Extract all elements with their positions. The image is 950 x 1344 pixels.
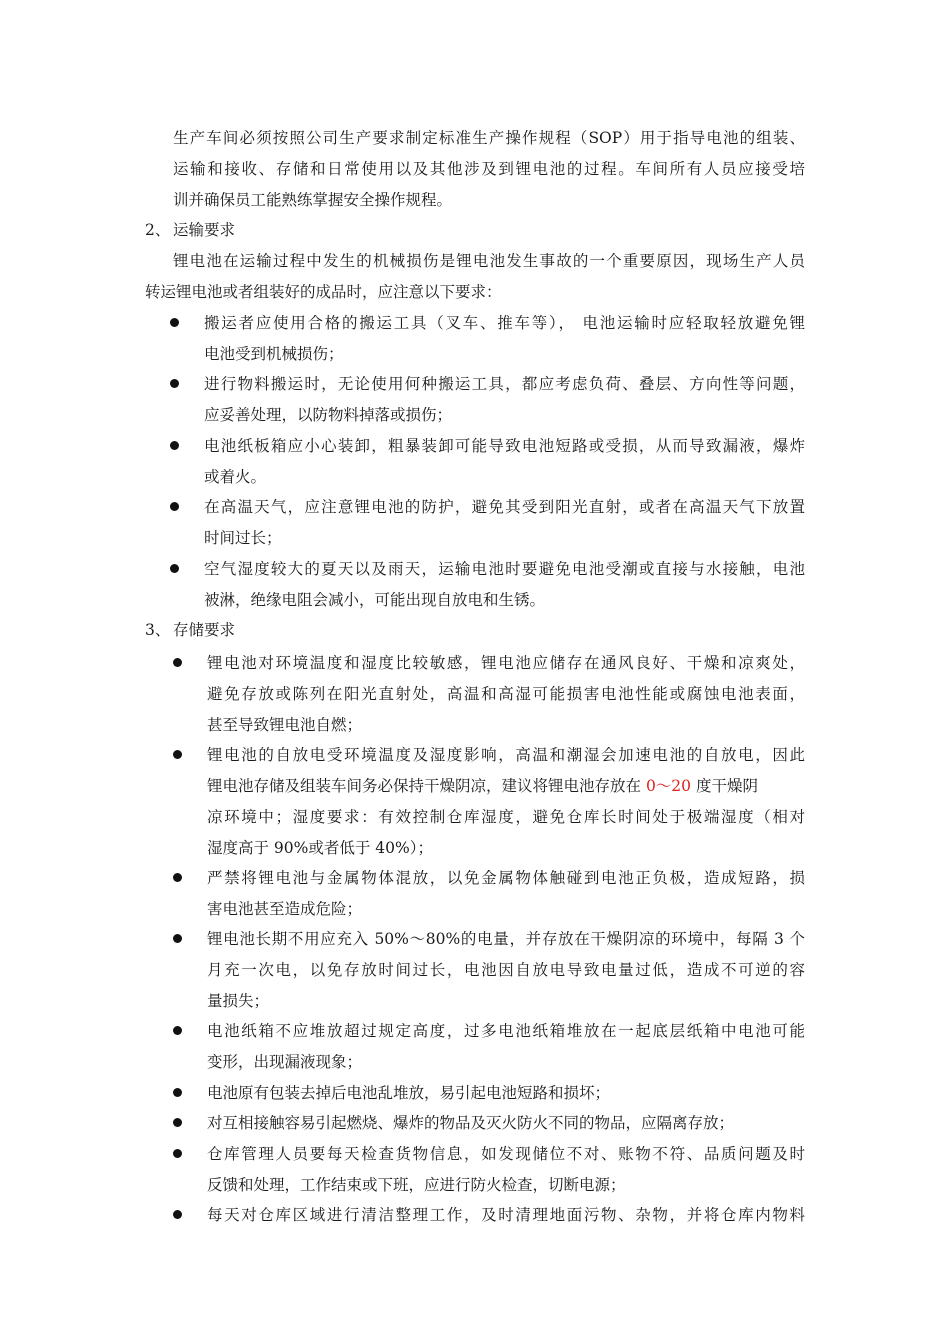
s3-item-8-line-1: 仓库管理人员要每天检查货物信息，如发现储位不对、账物不符、品质问题及时 [207,1145,805,1163]
bullet-icon [173,1149,182,1158]
intro-line-1: 生产车间必须按照公司生产要求制定标准生产操作规程（SOP）用于指导电池的组装、 [173,129,805,147]
s2-item-4-line-1: 在高温天气，应注意锂电池的防护，避免其受到阳光直射，或者在高温天气下放置 [204,498,805,516]
bullet-icon [173,1088,182,1097]
s3-item-2-line-2 [207,776,758,796]
s3-item-2-line-3: 凉环境中；湿度要求：有效控制仓库湿度，避免仓库长时间处于极端湿度（相对 [207,808,805,826]
bullet-icon [173,658,182,667]
s2-item-5-line-2: 被淋，绝缘电阻会减小，可能出现自放电和生锈。 [204,591,546,609]
s2-item-3-line-1: 电池纸板箱应小心装卸，粗暴装卸可能导致电池短路或受损，从而导致漏液，爆炸 [204,437,805,455]
s3-item-2-line-2-before: 锂电池存储及组装车间务必保持干燥阴凉，建议将锂电池存放在 [207,777,646,795]
s3-item-6-line-1: 电池原有包装去掉后电池乱堆放，易引起电池短路和损坏； [207,1084,611,1102]
intro-line-2: 运输和接收、存储和日常使用以及其他涉及到锂电池的过程。车间所有人员应接受培 [173,160,805,178]
s2-item-3-line-2: 或着火。 [204,468,267,486]
s2-item-1-line-1: 搬运者应使用合格的搬运工具（叉车、推车等）， 电池运输时应轻取轻放避免锂 [204,314,805,332]
bullet-icon [173,1210,182,1219]
s3-item-5-line-1: 电池纸箱不应堆放超过规定高度，过多电池纸箱堆放在一起底层纸箱中电池可能 [207,1022,805,1040]
s3-item-4-line-2: 月充一次电，以免存放时间过长，电池因自放电导致电量过低，造成不可逆的容 [207,961,805,979]
section-2-number: 2、 [145,221,171,239]
bullet-icon [173,934,182,943]
section-3-title: 存储要求 [173,621,236,639]
s3-item-1-line-2: 避免存放或陈列在阳光直射处，高温和高湿可能损害电池性能或腐蚀电池表面， [207,685,805,703]
bullet-icon [170,441,179,450]
s3-item-3-line-2: 害电池甚至造成危险； [207,900,363,918]
s3-item-7-line-1: 对互相接触容易引起燃烧、爆炸的物品及灭火防火不同的物品，应隔离存放； [207,1114,735,1132]
intro-line-3: 训并确保员工能熟练掌握安全操作规程。 [173,191,453,209]
s2-item-1-line-2: 电池受到机械损伤； [204,345,344,363]
s2-item-5-line-1: 空气湿度较大的夏天以及雨天，运输电池时要避免电池受潮或直接与水接触，电池 [204,560,805,578]
temperature-range: 0～20 [645,777,692,795]
s2-item-2-line-1: 进行物料搬运时，无论使用何种搬运工具，都应考虑负荷、叠层、方向性等问题， [204,375,805,393]
section-3-number: 3、 [145,621,171,639]
bullet-icon [173,873,182,882]
s3-item-1-line-1: 锂电池对环境温度和湿度比较敏感，锂电池应储存在通风良好、干燥和凉爽处， [207,654,805,672]
s2-item-2-line-2: 应妥善处理，以防物料掉落或损伤； [204,406,453,424]
bullet-icon [173,1026,182,1035]
section-2-intro-line-2: 转运锂电池或者组装好的成品时，应注意以下要求： [145,283,502,301]
bullet-icon [170,379,179,388]
bullet-icon [173,750,182,759]
s2-item-4-line-2: 时间过长； [204,529,282,547]
s3-item-4-line-1: 锂电池长期不用应充入 50%～80%的电量，并存放在干燥阴凉的环境中，每隔 3 个 [207,930,805,948]
s3-item-4-line-3: 量损失； [207,992,270,1010]
s3-item-2-line-2-after: 度干燥阴 [691,777,758,795]
section-2-intro-line-1: 锂电池在运输过程中发生的机械损伤是锂电池发生事故的一个重要原因，现场生产人员 [173,252,805,270]
s3-item-5-line-2: 变形，出现漏液现象； [207,1053,363,1071]
s3-item-8-line-2: 反馈和处理，工作结束或下班，应进行防火检查，切断电源； [207,1176,626,1194]
bullet-icon [170,502,179,511]
s3-item-2-line-4: 湿度高于 90%或者低于 40%）； [207,839,434,857]
bullet-icon [170,318,179,327]
section-2-title: 运输要求 [173,221,236,239]
s3-item-2-line-1: 锂电池的自放电受环境温度及湿度影响，高温和潮湿会加速电池的自放电，因此 [207,746,805,764]
bullet-icon [170,564,179,573]
s3-item-1-line-3: 甚至导致锂电池自燃； [207,716,363,734]
bullet-icon [173,1118,182,1127]
s3-item-3-line-1: 严禁将锂电池与金属物体混放，以免金属物体触碰到电池正负极，造成短路，损 [207,869,805,887]
s3-item-9-line-1: 每天对仓库区域进行清洁整理工作，及时清理地面污物、杂物，并将仓库内物料 [207,1206,805,1224]
